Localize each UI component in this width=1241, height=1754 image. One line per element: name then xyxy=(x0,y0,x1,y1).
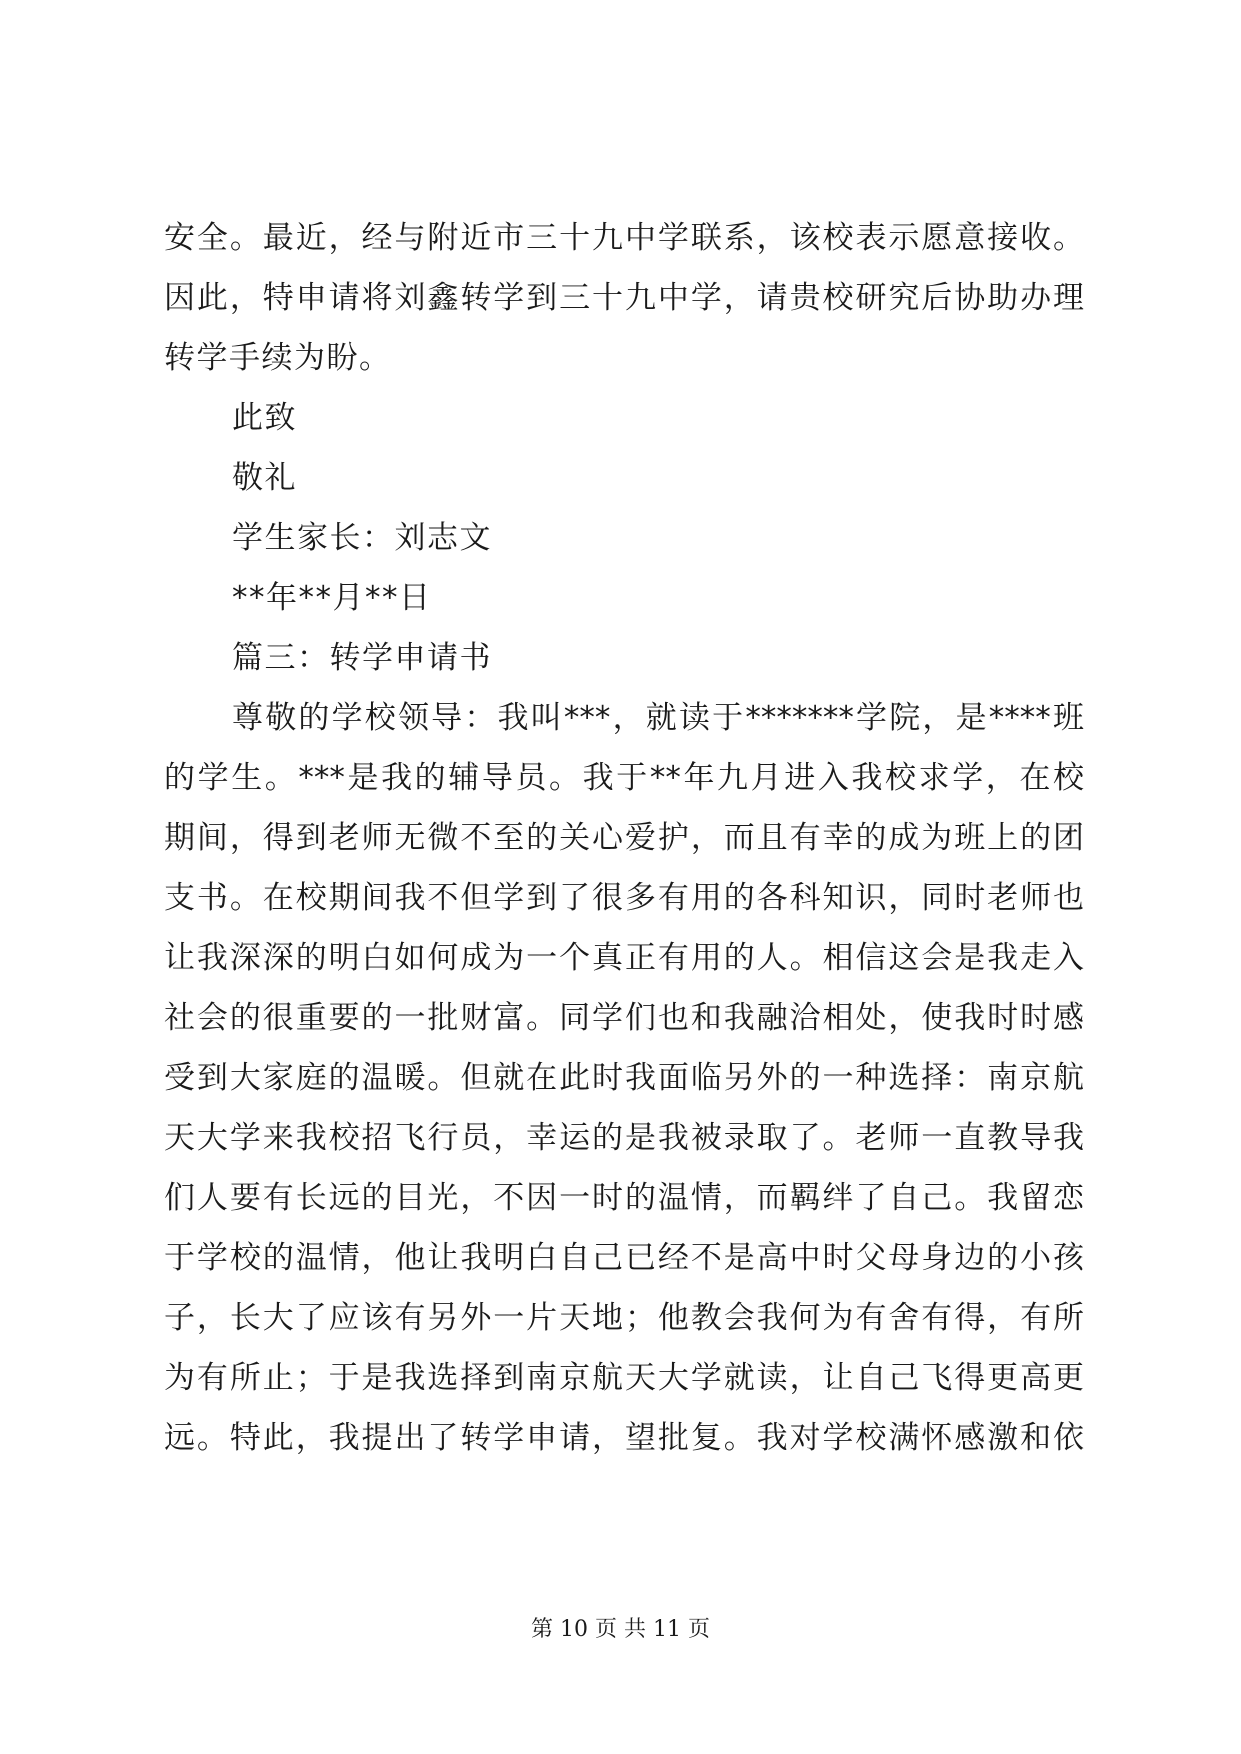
paragraph-line: 期间，得到老师无微不至的关心爱护，而且有幸的成为班上的团 xyxy=(164,820,1084,856)
paragraph-line: 转学手续为盼。 xyxy=(164,340,392,376)
date-line: **年**月**日 xyxy=(232,580,432,616)
paragraph-line: 远。特此，我提出了转学申请，望批复。我对学校满怀感激和依 xyxy=(164,1420,1084,1456)
closing-salutation: 此致 xyxy=(232,400,297,436)
paragraph-line: 社会的很重要的一批财富。同学们也和我融洽相处，使我时时感 xyxy=(164,1000,1084,1036)
document-body xyxy=(164,208,1084,1468)
paragraph-line: 的学生。***是我的辅导员。我于**年九月进入我校求学，在校 xyxy=(164,760,1084,796)
paragraph-line: 为有所止；于是我选择到南京航天大学就读，让自己飞得更高更 xyxy=(164,1360,1084,1396)
page-number-footer: 第 10 页 共 11 页 xyxy=(531,1617,710,1642)
paragraph-line: 于学校的温情，他让我明白自己已经不是高中时父母身边的小孩 xyxy=(164,1240,1084,1276)
paragraph-line: 安全。最近，经与附近市三十九中学联系，该校表示愿意接收。 xyxy=(164,220,1084,256)
signature-line: 学生家长：刘志文 xyxy=(232,520,492,556)
paragraph-line: 因此，特申请将刘鑫转学到三十九中学，请贵校研究后协助办理 xyxy=(164,280,1084,316)
paragraph-line: 尊敬的学校领导：我叫***，就读于*******学院，是****班 xyxy=(232,700,1084,736)
section-title: 篇三：转学申请书 xyxy=(232,640,492,676)
paragraph-line: 受到大家庭的温暖。但就在此时我面临另外的一种选择：南京航 xyxy=(164,1060,1084,1096)
closing-respect: 敬礼 xyxy=(232,460,297,496)
paragraph-line: 们人要有长远的目光，不因一时的温情，而羁绊了自己。我留恋 xyxy=(164,1180,1084,1216)
paragraph-line: 支书。在校期间我不但学到了很多有用的各科知识，同时老师也 xyxy=(164,880,1084,916)
paragraph-line: 子，长大了应该有另外一片天地；他教会我何为有舍有得，有所 xyxy=(164,1300,1084,1336)
paragraph-line: 让我深深的明白如何成为一个真正有用的人。相信这会是我走入 xyxy=(164,940,1084,976)
paragraph-line: 天大学来我校招飞行员，幸运的是我被录取了。老师一直教导我 xyxy=(164,1120,1084,1156)
